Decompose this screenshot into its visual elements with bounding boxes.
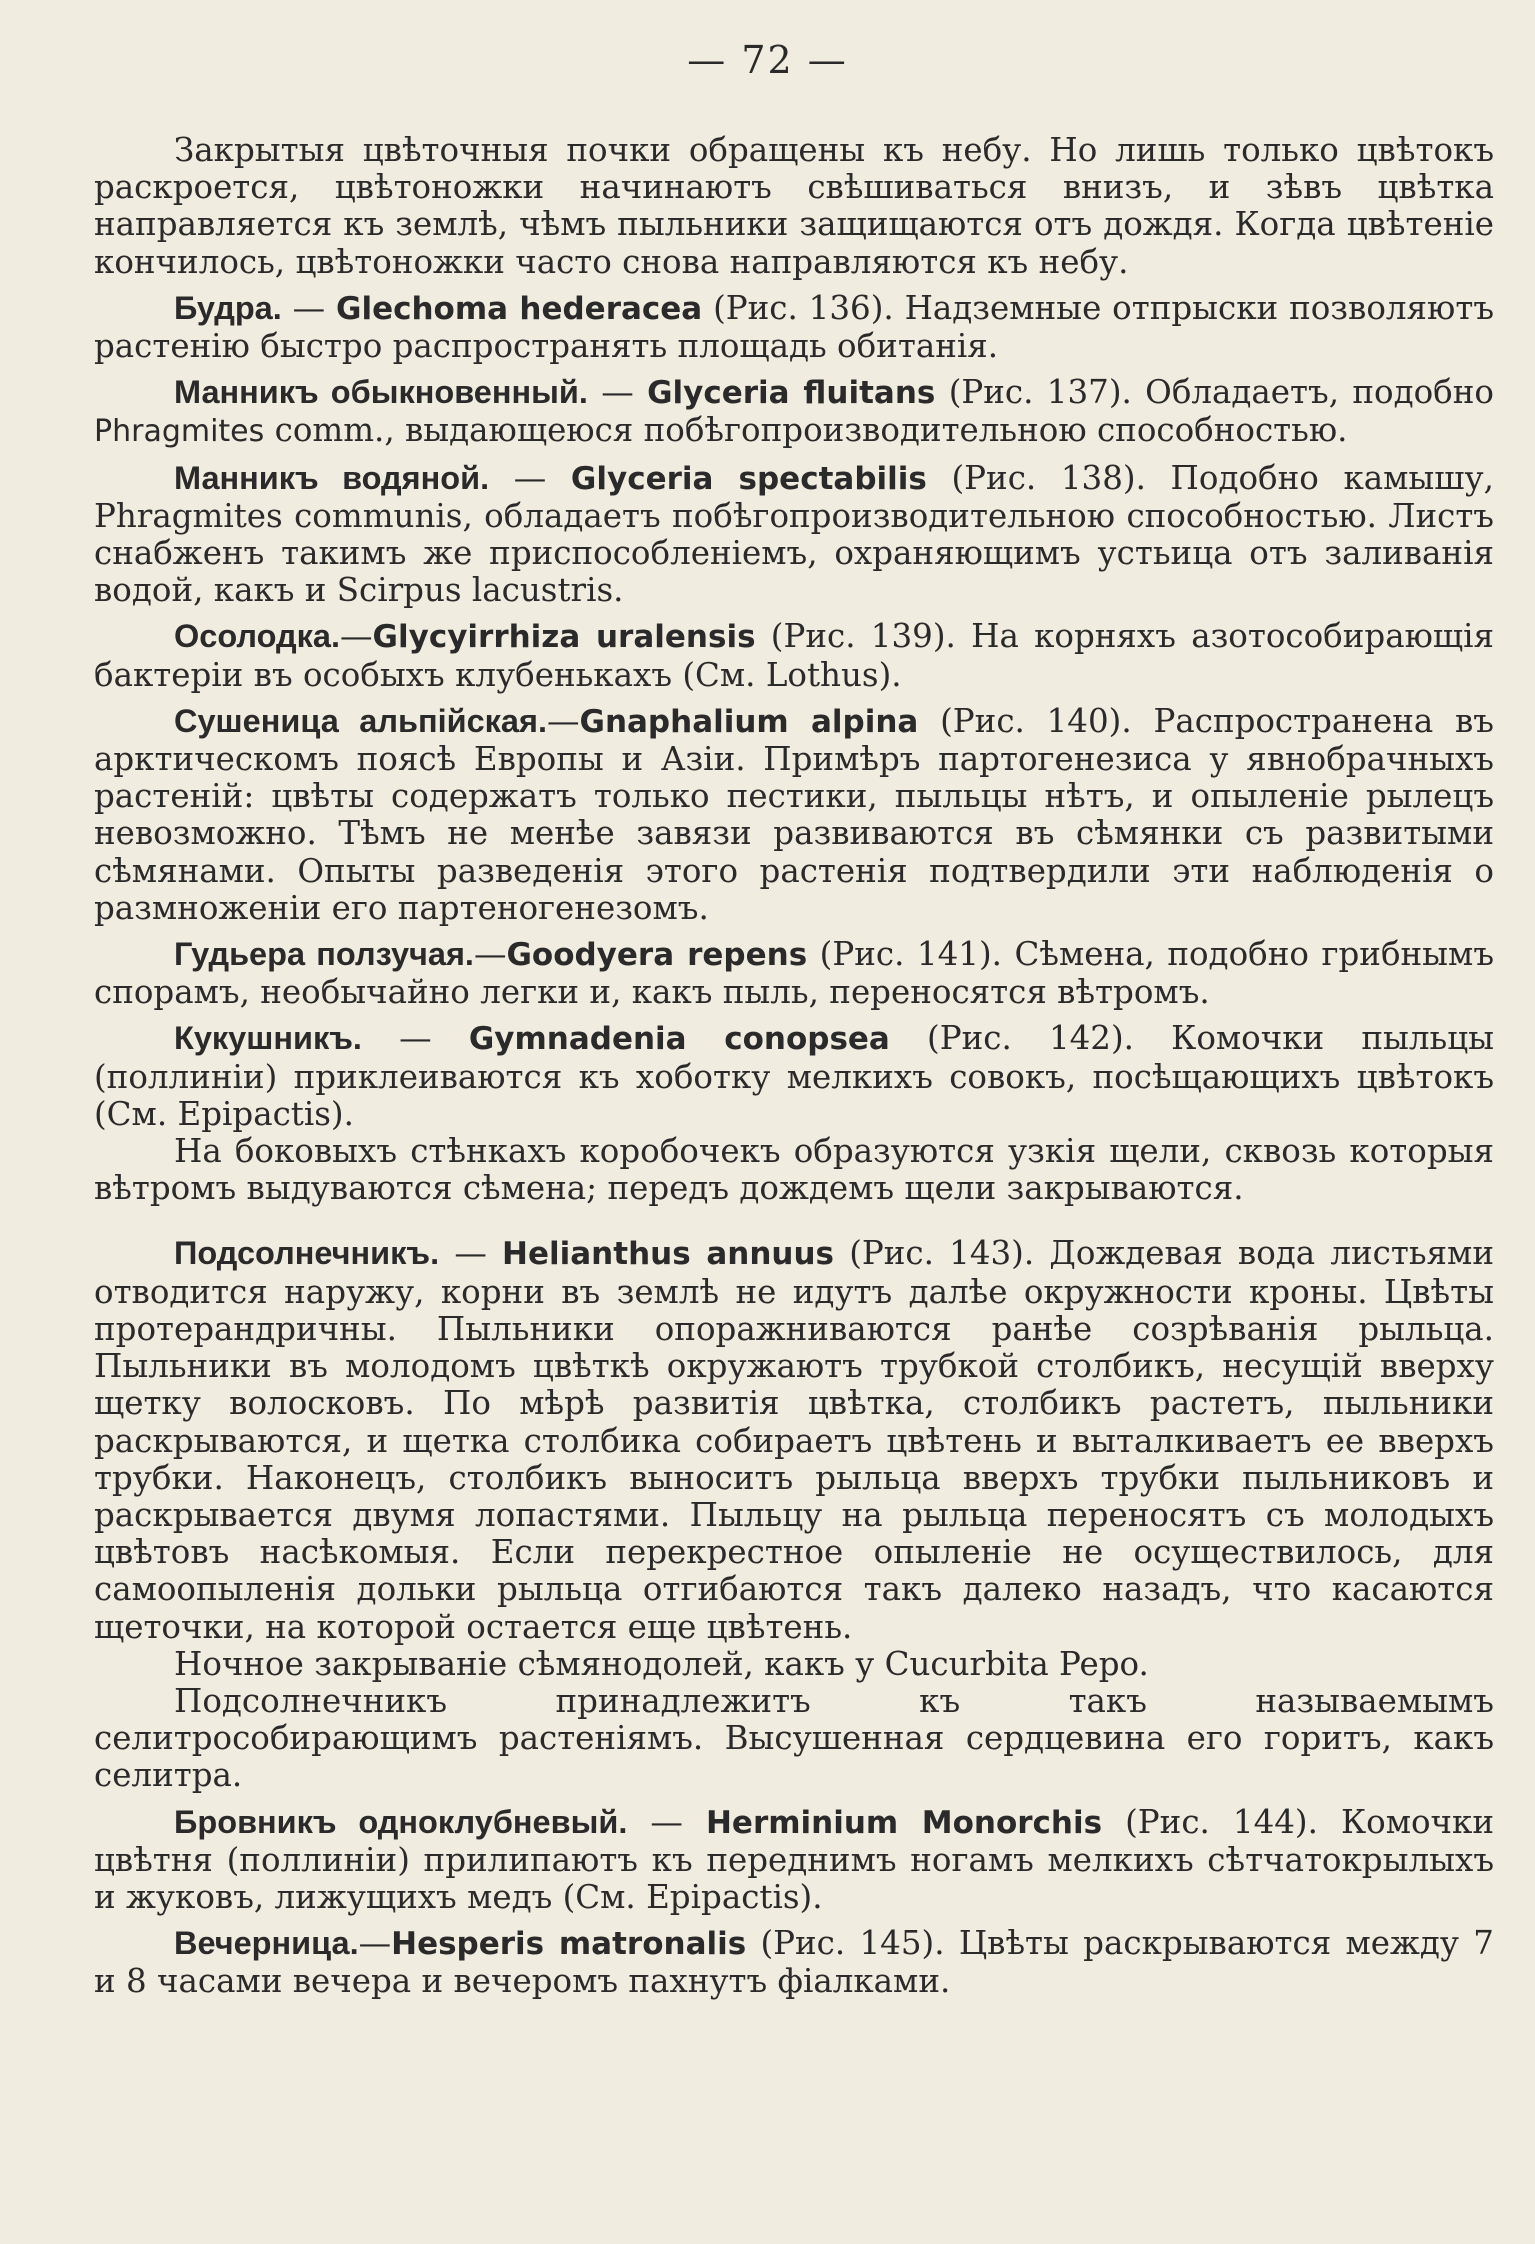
entry-goodyera: Гудьера ползучая.—Goodyera repens (Рис. 141). Сѣмена, подобно грибнымъ спорамъ, необычайно легки и, какъ пыль, переносятся вѣтромъ. <box>94 935 1494 1012</box>
entry-gnaphalium: Сушеница альпійская.—Gnaphalium alpina (Рис. 140). Распространена въ арктическомъ поясѣ Европы и Азіи. Примѣръ партогенезиса у явнобрачныхъ растеній: цвѣты содержатъ только пестики, пыльцы нѣтъ, и опыленіе рылецъ невозможно. Тѣмъ не менѣе завязи развиваются въ сѣмянки съ развитыми сѣмянами. Опыты разведенія этого растенія подтвердили эти наблюденія о размноженіи его партеногенезомъ. <box>94 701 1494 927</box>
entry-helianthus-night-closing: Ночное закрываніе сѣмянодолей, какъ у Cucurbita Pepo. <box>174 1644 1149 1683</box>
intro-paragraph: Закрытыя цвѣточныя почки обращены къ небу. Но лишь только цвѣтокъ раскроется, цвѣтоножки начинаютъ свѣшиваться внизъ, и зѣвъ цвѣтка направляется къ землѣ, чѣмъ пыльники защищаются отъ дождя. Когда цвѣтеніе кончилось, цвѣтоножки часто снова направляются къ небу. <box>94 131 1494 281</box>
entry-glechoma: Будра. — Glechoma hederacea (Рис. 136). Надземные отпрыски позволяютъ растенію быстро распространять площадь обитанія. <box>94 288 1494 366</box>
page-number: — 72 — <box>687 38 848 82</box>
entry-gymnadenia-continued: На боковыхъ стѣнкахъ коробочекъ образуются узкія щели, сквозь которыя вѣтромъ выдуваются сѣмена; передъ дождемъ щели закрываются. <box>94 1132 1494 1208</box>
entry-herminium: Бровникъ одноклубневый. — Herminium Monorchis (Рис. 144). Комочки цвѣтня (поллиніи) прилипаютъ къ переднимъ ногамъ мелкихъ сѣтчатокрылыхъ и жуковъ, лижущихъ медъ (См. Epipactis). <box>94 1802 1495 1916</box>
entry-hesperis: Вечерница.—Hesperis matronalis (Рис. 145). Цвѣты раскрываются между 7 и 8 часами вечера и вечеромъ пахнутъ фіалками. <box>94 1924 1494 2001</box>
entry-glyceria-fluitans: Манникъ обыкновенный. — Glyceria fluitans (Рис. 137). Обладаетъ, подобно Phragmites comm., выдающеюся побѣгопроизводительною способностью. <box>94 373 1494 450</box>
page-body <box>94 132 1494 2001</box>
entry-glyceria-spectabilis: Манникъ водяной. — Glyceria spectabilis (Рис. 138). Подобно камышу, Phragmites communis, обладаетъ побѣгопроизводительною способностью. Листъ снабженъ такимъ же приспособленіемъ, охраняющимъ устьица отъ заливанія водой, какъ и Scirpus lacustris. <box>94 458 1494 610</box>
entry-helianthus: Подсолнечникъ. — Helianthus annuus (Рис. 143). Дождевая вода листьями отводится наружу, корни въ землѣ не идутъ далѣе окружности кроны. Цвѣты протерандричны. Пыльники опоражниваются ранѣе созрѣванія рыльца. Пыльники въ молодомъ цвѣткѣ окружаютъ трубкой столбикъ, несущій вверху щетку волосковъ. По мѣрѣ развитія цвѣтка, столбикъ растетъ, пыльники раскрываются, и щетка столбика собираетъ цвѣтень и выталкиваетъ ее вверхъ трубки. Наконецъ, столбикъ выноситъ рыльца вверхъ трубки пыльниковъ и раскрывается двумя лопастями. Пыльцу на рыльца переносятъ съ молодыхъ цвѣтовъ насѣкомыя. Если перекрестное опыленіе не осуществилось, для самоопыленія дольки рыльца отгибаются такъ далеко назадъ, что касаются щеточки, на которой остается еще цвѣтень. <box>94 1234 1494 1646</box>
entry-helianthus-saltpeter: Подсолнечникъ принадлежитъ къ такъ называемымъ селитрособирающимъ растеніямъ. Высушенная сердцевина его горитъ, какъ селитра. <box>94 1681 1494 1795</box>
entry-glycyrrhiza: Осолодка.—Glycyirrhiza uralensis (Рис. 139). На корняхъ азотособирающія бактеріи въ особыхъ клубенькахъ (См. Lothus). <box>94 617 1495 694</box>
entry-gymnadenia: Кукушникъ. — Gymnadenia conopsea (Рис. 142). Комочки пыльцы (поллиніи) приклеиваются къ хоботку мелкихъ совокъ, посѣщающихъ цвѣтокъ (См. Epipactis). <box>94 1019 1494 1133</box>
